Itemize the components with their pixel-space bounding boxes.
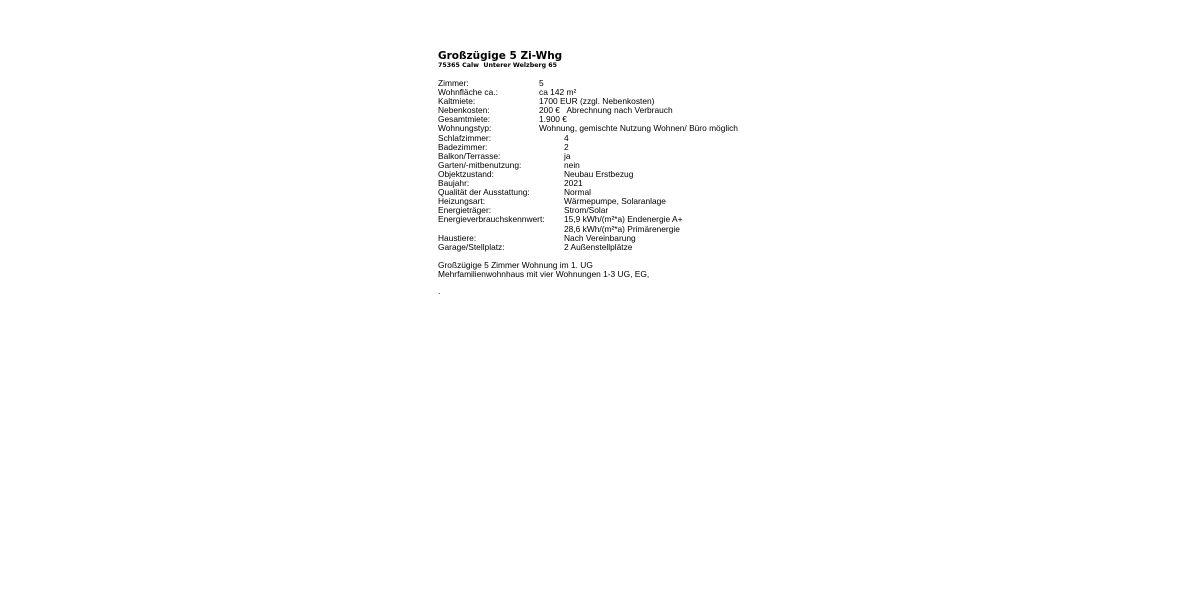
fact-value: 2 [564, 141, 569, 152]
trailing-dot: . [438, 285, 441, 296]
listing-description [438, 261, 858, 279]
fact-value: Normal [564, 187, 591, 198]
fact-value: ca 142 m² [539, 87, 577, 98]
fact-label: Haustiere: [438, 232, 477, 243]
fact-label: Nebenkosten: [438, 105, 490, 116]
fact-label: Objektzustand: [438, 168, 494, 179]
fact-value: Wohnung, gemischte Nutzung Wohnen/ Büro möglich [539, 123, 738, 134]
fact-row-primaerenergie [438, 225, 858, 234]
fact-label: Garten/-mitbenutzung: [438, 159, 522, 170]
fact-label: Kaltmiete: [438, 96, 476, 107]
fact-value: 1.900 € [539, 114, 567, 125]
fact-label: Energieträger: [438, 205, 492, 216]
fact-label: Balkon/Terrasse: [438, 150, 501, 161]
fact-label: Badezimmer: [438, 141, 488, 152]
fact-value: 2 Außenstellplätze [564, 241, 633, 252]
fact-value: Strom/Solar [564, 205, 609, 216]
fact-label: Schlafzimmer: [438, 132, 492, 143]
fact-row-garage [438, 243, 858, 252]
fact-row-nebenkosten [438, 106, 858, 115]
fact-value: 200 € Abrechnung nach Verbrauch [539, 105, 673, 116]
fact-value: 4 [564, 132, 569, 143]
fact-label: Baujahr: [438, 178, 470, 189]
fact-value: Nach Vereinbarung [564, 232, 636, 243]
fact-value: 28,6 kWh/(m²*a) Primärenergie [564, 223, 680, 234]
fact-row-schlafzimmer [438, 134, 858, 143]
description-line: Mehrfamilienwohnhaus mit vier Wohnungen 1-3 UG, EG, [438, 268, 650, 279]
fact-row-badezimmer [438, 143, 858, 152]
fact-value: nein [564, 159, 580, 170]
fact-row-garten [438, 161, 858, 170]
fact-label: Heizungsart: [438, 196, 486, 207]
listing-title: Großzügige 5 Zi-Whg [438, 50, 563, 62]
fact-value: 5 [539, 78, 544, 88]
fact-value: ja [564, 150, 571, 161]
fact-label: Wohnfläche ca.: [438, 87, 498, 98]
facts-table [438, 79, 858, 252]
fact-row-wohnungstyp [438, 124, 858, 133]
fact-label: Zimmer: [438, 78, 469, 88]
fact-value: 15,9 kWh/(m²*a) Endenergie A+ [564, 214, 683, 225]
fact-value: Neubau Erstbezug [564, 168, 634, 179]
fact-value: 1700 EUR (zzgl. Nebenkosten) [539, 96, 655, 107]
fact-value: Wärmepumpe, Solaranlage [564, 196, 666, 207]
fact-label: Qualität der Ausstattung: [438, 187, 530, 198]
fact-label: Energieverbrauchskennwert: [438, 214, 545, 225]
fact-label: Wohnungstyp: [438, 123, 492, 134]
fact-label: Gesamtmiete: [438, 114, 491, 125]
fact-row-heizungsart [438, 197, 858, 206]
fact-row-zimmer [438, 79, 858, 88]
description-line: Großzügige 5 Zimmer Wohnung im 1. UG [438, 259, 593, 270]
fact-row-objektzustand [438, 170, 858, 179]
fact-label: Garage/Stellplatz: [438, 241, 505, 252]
expose-document [438, 50, 858, 296]
fact-value: 2021 [564, 178, 583, 189]
listing-address: 75365 Calw Unterer Welzberg 65 [438, 62, 558, 69]
